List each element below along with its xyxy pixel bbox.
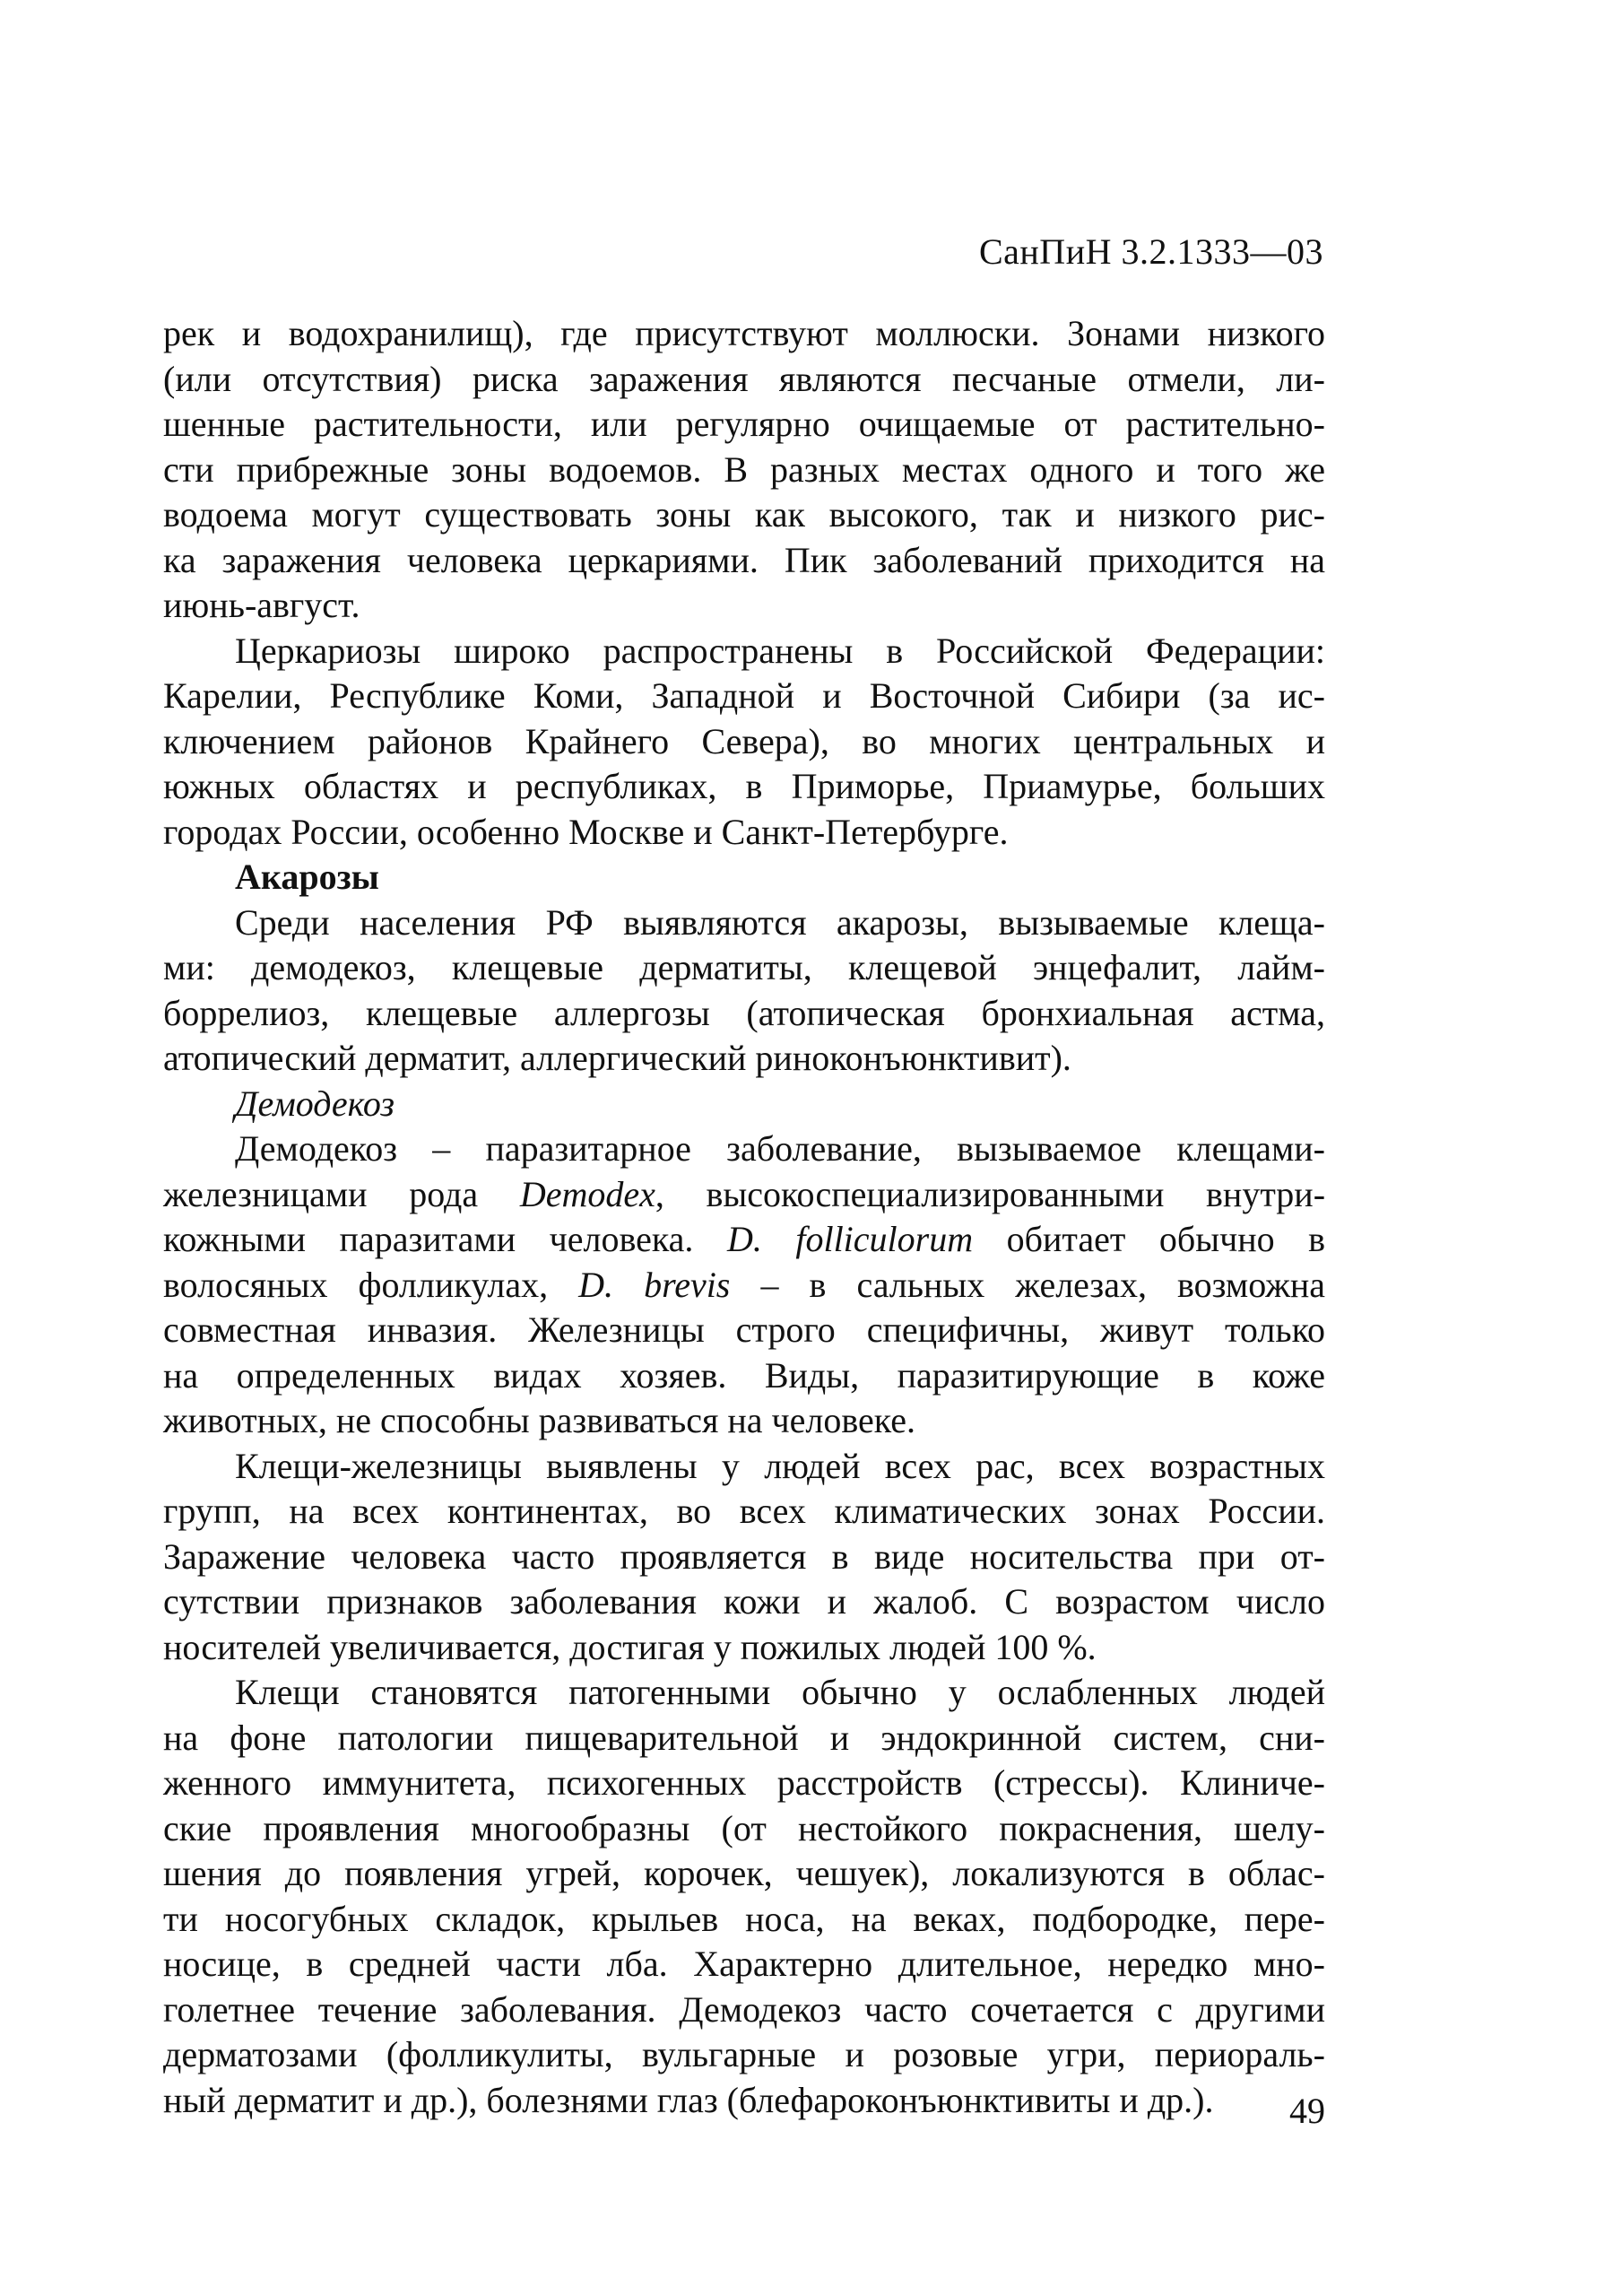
text-line: групп, на всех континентах, во всех климатических зонах России.	[163, 1491, 1325, 1531]
text-line: совместная инвазия. Железницы строго специфичны, живут только	[163, 1309, 1325, 1350]
text-line: шенные растительности, или регулярно очищаемые от растительно-	[163, 404, 1325, 444]
paragraph	[163, 311, 1325, 629]
text-line: дерматозами (фолликулиты, вульгарные и розовые угри, периораль-	[163, 2034, 1325, 2074]
text-line: Среди населения РФ выявляются акарозы, вызываемые клеща-	[235, 901, 1325, 943]
text-line: южных областях и республиках, в Приморье, Приамурье, больших	[163, 766, 1325, 806]
text-line: сутствии признаков заболевания кожи и жалоб. С возрастом число	[163, 1581, 1325, 1622]
text-line: Заражение человека часто проявляется в виде носительства при от-	[163, 1535, 1325, 1577]
text-line: носителей увеличивается, достигая у пожилых людей 100 %.	[163, 1626, 1097, 1667]
running-header: СанПиН 3.2.1333—03	[978, 231, 1323, 272]
text-line: животных, не способны развиваться на человеке.	[163, 1400, 915, 1440]
paragraph	[163, 629, 1325, 856]
section-heading	[163, 855, 1325, 900]
text-line: ти носогубных складок, крыльев носа, на веках, подбородке, пере-	[163, 1898, 1325, 1939]
text-line: железницами рода Demodex, высокоспециализированными внутри-	[163, 1173, 1326, 1214]
text-line: Демодекоз – паразитарное заболевание, вызываемое клещами-	[235, 1128, 1325, 1169]
text-line: Церкариозы широко распространены в Российской Федерации:	[235, 630, 1325, 671]
text-line: женного иммунитета, психогенных расстройств (стрессы). Клиниче-	[163, 1762, 1325, 1803]
text-line: Акарозы	[235, 857, 379, 897]
text-line: рек и водохранилищ), где присутствуют моллюски. Зонами низкого	[163, 313, 1325, 353]
subsection-heading	[163, 1082, 1325, 1127]
text-line: сти прибрежные зоны водоемов. В разных местах одного и того же	[163, 448, 1325, 490]
text-line: ские проявления многообразны (от нестойкого покраснения, шелу-	[163, 1807, 1325, 1848]
text-line: ный дерматит и др.), болезнями глаз (блефароконъюнктивиты и др.).	[163, 2079, 1214, 2120]
text-line: водоема могут существовать зоны как высокого, так и низкого рис-	[163, 494, 1325, 535]
body-text	[163, 311, 1325, 2123]
text-line: на фоне патологии пищеварительной и эндокринной систем, сни-	[163, 1717, 1325, 1758]
text-line: ми: демодекоз, клещевые дерматиты, клещевой энцефалит, лайм-	[163, 947, 1325, 987]
text-line: волосяных фолликулах, D. brevis – в сальных железах, возможна	[163, 1264, 1325, 1305]
paragraph	[163, 1670, 1325, 2123]
text-line: Клещи-железницы выявлены у людей всех рас, всех возрастных	[235, 1445, 1325, 1486]
text-line: атопический дерматит, аллергический риноконъюнктивит).	[163, 1038, 1071, 1078]
paragraph	[163, 900, 1325, 1082]
text-line: ка заражения человека церкариями. Пик заболеваний приходится на	[163, 539, 1325, 580]
text-line: шения до появления угрей, корочек, чешуек), локализуются в облас-	[163, 1853, 1325, 1893]
text-line: кожными паразитами человека. D. folliculorum обитает обычно в	[163, 1219, 1325, 1259]
text-line: городах России, особенно Москве и Санкт-Петербурге.	[163, 811, 1009, 852]
paragraph	[163, 1444, 1325, 1671]
text-line: Клещи становятся патогенными обычно у ослабленных людей	[235, 1672, 1325, 1712]
text-line: (или отсутствия) риска заражения являются песчаные отмели, ли-	[163, 358, 1325, 399]
text-line: на определенных видах хозяев. Виды, паразитирующие в коже	[163, 1354, 1325, 1396]
text-line: голетнее течение заболевания. Демодекоз часто сочетается с другими	[163, 1988, 1325, 2030]
text-line: ключением районов Крайнего Севера), во многих центральных и	[163, 720, 1325, 761]
text-line: носице, в средней части лба. Характерно длительное, нередко мно-	[163, 1944, 1325, 1984]
paragraph	[163, 1126, 1325, 1444]
text-line: июнь-август.	[163, 585, 360, 625]
text-line: Демодекоз	[235, 1083, 395, 1124]
text-line: Карелии, Республике Коми, Западной и Восточной Сибири (за ис-	[163, 675, 1325, 716]
page-number: 49	[1289, 2091, 1325, 2131]
text-line: боррелиоз, клещевые аллергозы (атопическая бронхиальная астма,	[163, 992, 1325, 1033]
